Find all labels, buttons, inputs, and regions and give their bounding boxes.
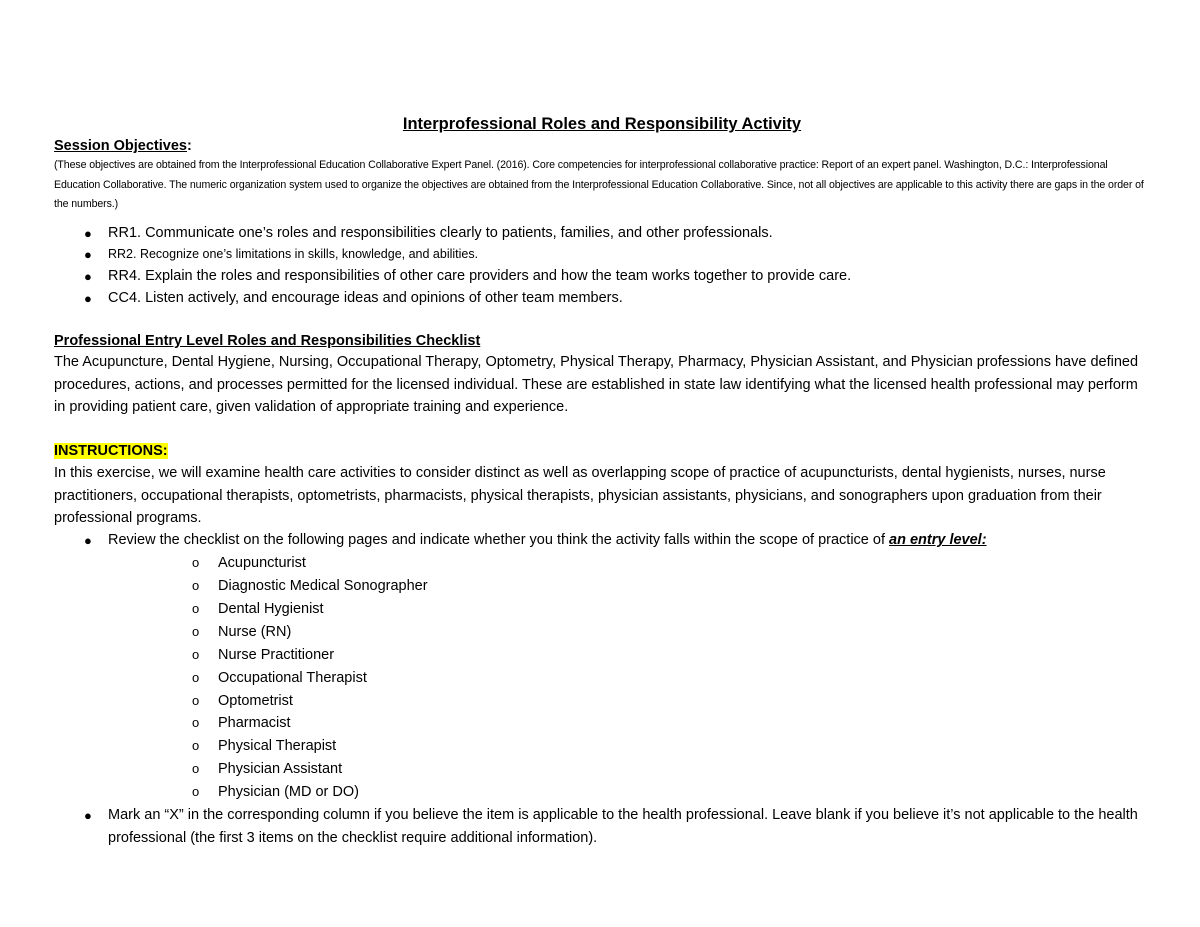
profession-item [108,575,1150,598]
profession-label: Pharmacist [218,715,291,732]
profession-item [108,758,1150,781]
profession-item [108,621,1150,644]
profession-item [108,667,1150,690]
review-text: Review the checklist on the following pages and indicate whether you think the activity falls within the scope of practice of [108,532,890,549]
professions-list [108,552,1150,804]
checklist-heading [54,331,1150,351]
profession-label: Optometrist [218,692,293,709]
objectives-source-note: (These objectives are obtained from the Interprofessional Education Collaborative Expert Panel. (2016). Core competencies for interprofessional collaborative practice: Report of an expert panel. Washington, D.C.: Interprofessional Education Collaborative. The numeric organization system used to organize the objectives are obtained from the Interprofessional Education Collaborative. Since, not all objectives are applicable to this activity there are gaps in the order of the numbers.) [54,159,1144,210]
circle-bullet-icon: o [192,600,200,616]
profession-item [108,735,1150,758]
bullet-icon: ● [84,533,92,549]
bullet-icon: ● [84,808,92,824]
instruction-item-mark [54,804,1150,850]
session-objectives-heading [54,136,1150,156]
circle-bullet-icon: o [192,646,200,662]
entry-level-emphasis: an entry level: [889,532,987,549]
circle-bullet-icon: o [192,784,200,800]
profession-label: Occupational Therapist [218,669,367,686]
circle-bullet-icon: o [192,761,200,777]
session-objectives-label: Session Objectives [54,138,187,154]
mark-text: Mark an “X” in the corresponding column if you believe the item is applicable to the health professional. Leave blank if you believe it’s not applicable to the health professional (the first 3 items on the checklist require additional information). [108,807,1138,847]
circle-bullet-icon: o [192,738,200,754]
profession-label: Physical Therapist [218,738,337,755]
bullet-icon: ● [84,290,92,306]
circle-bullet-icon: o [192,715,200,731]
checklist-heading-label: Professional Entry Level Roles and Responsibilities Checklist [54,333,481,350]
profession-item [108,552,1150,575]
profession-label: Physician (MD or DO) [218,784,359,801]
profession-item [108,690,1150,713]
instructions-heading [54,440,1150,462]
profession-label: Nurse Practitioner [218,646,335,663]
objective-text: RR4. Explain the roles and responsibilities of other care providers and how the team works together to provide care. [108,267,852,284]
profession-item [108,712,1150,735]
objective-text: RR1. Communicate one’s roles and responsibilities clearly to patients, families, and other professionals. [108,224,773,241]
profession-label: Diagnostic Medical Sonographer [218,578,428,594]
profession-item [108,598,1150,621]
objective-item [54,244,1150,266]
circle-bullet-icon: o [192,692,200,708]
instructions-list [54,529,1150,850]
bullet-icon: ● [84,225,92,241]
profession-item [108,644,1150,667]
objective-item [54,223,1150,245]
objectives-list [54,223,1150,310]
objective-text: RR2. Recognize one’s limitations in skills, knowledge, and abilities. [108,247,479,262]
checklist-body: The Acupuncture, Dental Hygiene, Nursing, Occupational Therapy, Optometry, Physical Therapy, Pharmacy, Physician Assistant, and Physician professions have defined procedures, actions, and processes permitted for the licensed individual. These are established in state law identifying what the licensed health professional may perform in providing patient care, given validation of appropriate training and experience. [54,354,1139,415]
circle-bullet-icon: o [192,669,200,685]
profession-label: Dental Hygienist [218,600,324,617]
instructions-label: INSTRUCTIONS: [54,443,168,460]
session-objectives-colon: : [186,138,192,154]
profession-label: Physician Assistant [218,761,343,778]
profession-label: Acupuncturist [218,555,306,572]
profession-item [108,781,1150,804]
bullet-icon: ● [84,268,92,284]
circle-bullet-icon: o [192,623,200,639]
objective-text: CC4. Listen actively, and encourage ideas and opinions of other team members. [108,289,623,306]
bullet-icon: ● [84,247,92,263]
circle-bullet-icon: o [192,555,200,571]
instruction-item-review [54,529,1150,804]
objective-item [54,288,1150,310]
document-page [54,112,1150,850]
profession-label: Nurse (RN) [218,623,292,640]
instructions-intro: In this exercise, we will examine health care activities to consider distinct as well as overlapping scope of practice of acupuncturists, dental hygienists, nurses, nurse practitioners, occupational therapists, optometrists, pharmacists, physical therapists, physician assistants, physicians, and sonographers upon graduation from their professional programs. [54,465,1106,526]
circle-bullet-icon: o [192,578,200,593]
objective-item [54,266,1150,288]
document-title: Interprofessional Roles and Responsibility Activity [402,115,802,133]
